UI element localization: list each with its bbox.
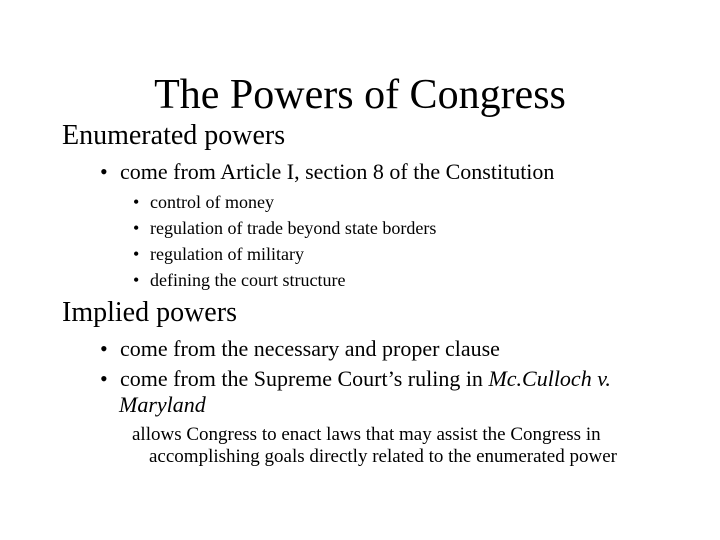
implied-note xyxy=(132,424,617,468)
bullet-marker: • xyxy=(133,192,140,212)
case-name-part1: Mc.Culloch v. xyxy=(488,366,611,391)
bullet-marker: • xyxy=(100,366,108,391)
enumerated-powers-heading: Enumerated powers xyxy=(62,120,286,151)
enumerated-item-text: defining the court structure xyxy=(150,270,346,290)
enumerated-item-text: control of money xyxy=(150,192,274,212)
bullet-marker: • xyxy=(100,159,108,184)
implied-source-court-prefix: come from the Supreme Court’s ruling in xyxy=(120,366,489,391)
bullet-marker: • xyxy=(133,218,140,238)
bullet-marker: • xyxy=(133,270,140,290)
implied-source-court-text xyxy=(120,366,611,392)
enumerated-item-text: regulation of trade beyond state borders xyxy=(150,218,437,238)
implied-source-clause-text: come from the necessary and proper clause xyxy=(120,336,500,361)
implied-note-line2: accomplishing goals directly related to the enumerated power xyxy=(149,446,617,467)
enumerated-source-text: come from Article I, section 8 of the Constitution xyxy=(120,159,555,184)
implied-powers-heading: Implied powers xyxy=(62,297,237,328)
enumerated-item-text: regulation of military xyxy=(150,244,304,264)
implied-note-line1: allows Congress to enact laws that may assist the Congress in xyxy=(132,424,601,445)
bullet-marker: • xyxy=(133,244,140,264)
case-name-part2: Maryland xyxy=(119,392,206,417)
implied-source-court-continuation xyxy=(119,392,206,418)
slide-title: The Powers of Congress xyxy=(154,72,566,118)
bullet-marker: • xyxy=(100,336,108,361)
